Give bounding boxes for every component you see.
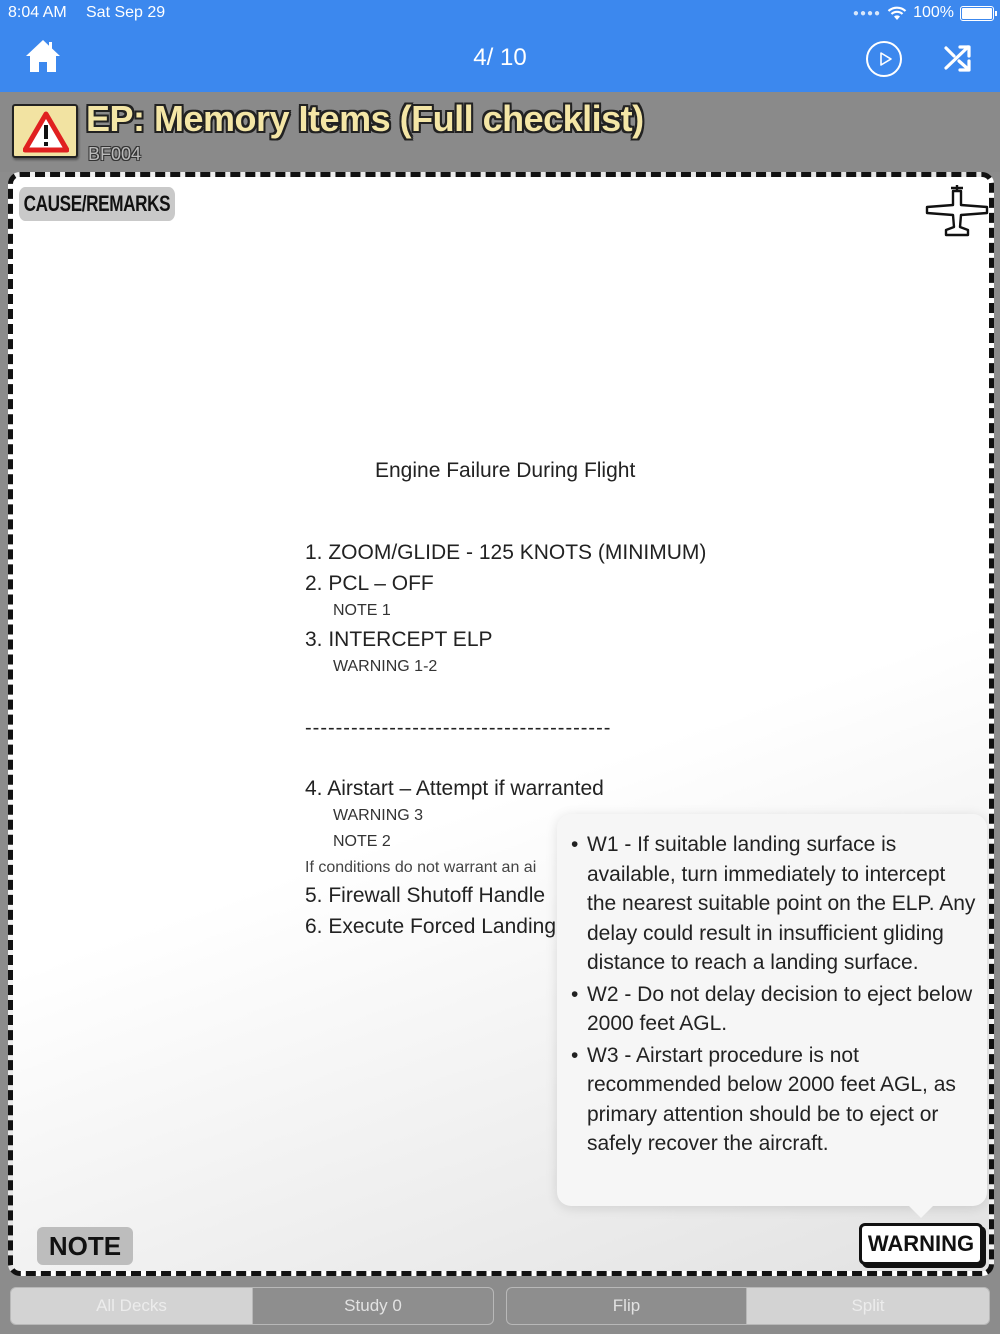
warning-badge — [12, 104, 78, 158]
checklist-warning-ref: WARNING 1-2 — [333, 658, 438, 675]
wifi-icon — [887, 6, 907, 21]
warning-item: • W2 - Do not delay decision to eject below 2000 feet AGL. — [571, 980, 979, 1039]
checklist-step: 6. Execute Forced Landing — [305, 915, 556, 938]
play-button[interactable] — [866, 41, 902, 77]
deck-title: EP: Memory Items (Full checklist) — [86, 98, 644, 139]
shuffle-icon — [942, 42, 974, 74]
top-bar — [0, 0, 1000, 92]
warning-triangle-icon — [23, 111, 69, 153]
all-decks-button[interactable]: All Decks — [10, 1287, 253, 1325]
warning-item: • W1 - If suitable landing surface is available, turn immediately to intercept the nearest suitable point on the ELP. Any delay could result in insufficient gliding distance to reach a landing surface. — [571, 830, 979, 978]
deck-id: BF004 — [88, 144, 142, 164]
airplane-icon — [925, 183, 989, 245]
status-right — [853, 4, 994, 22]
warning-button[interactable]: WARNING — [859, 1223, 983, 1265]
checklist-step: 1. ZOOM/GLIDE - 125 KNOTS (MINIMUM) — [305, 541, 707, 564]
status-bar — [0, 0, 1000, 26]
bottom-toolbar — [0, 1282, 1000, 1334]
shuffle-button[interactable] — [942, 42, 974, 74]
checklist-step: 2. PCL – OFF — [305, 572, 434, 595]
separator-line: ---------------------------------------- — [305, 717, 612, 739]
card-content-title: Engine Failure During Flight — [375, 459, 636, 482]
split-button[interactable]: Split — [746, 1287, 990, 1325]
checklist-warning-ref: WARNING 3 — [333, 807, 424, 824]
battery-percent: 100% — [913, 4, 954, 21]
airplane-button[interactable] — [925, 183, 989, 245]
checklist-condition: If conditions do not warrant an ai — [305, 859, 537, 876]
battery-icon — [960, 6, 994, 21]
checklist-step: 4. Airstart – Attempt if warranted — [305, 777, 604, 800]
signal-dots-icon: ●●●● — [852, 7, 882, 19]
card-counter: 4/ 10 — [473, 44, 527, 71]
deck-header — [0, 92, 1000, 172]
checklist-note-ref: NOTE 2 — [333, 833, 391, 850]
play-circle-icon — [879, 52, 893, 66]
checklist-step: 5. Firewall Shutoff Handle — [305, 884, 546, 907]
cause-remarks-button[interactable]: CAUSE/REMARKS — [19, 187, 175, 221]
warning-list — [571, 830, 979, 1161]
study-button[interactable]: Study 0 — [252, 1287, 494, 1325]
note-button[interactable]: NOTE — [37, 1227, 133, 1265]
flip-button[interactable]: Flip — [506, 1287, 747, 1325]
status-date: Sat Sep 29 — [86, 4, 166, 21]
warning-item: • W3 - Airstart procedure is not recommended below 2000 feet AGL, as primary attention should be to eject or safely recover the aircraft. — [571, 1041, 979, 1159]
checklist-step: 3. INTERCEPT ELP — [305, 628, 493, 651]
checklist-note-ref: NOTE 1 — [333, 602, 391, 619]
warning-popover — [557, 814, 987, 1206]
status-time: 8:04 AM — [8, 4, 67, 21]
